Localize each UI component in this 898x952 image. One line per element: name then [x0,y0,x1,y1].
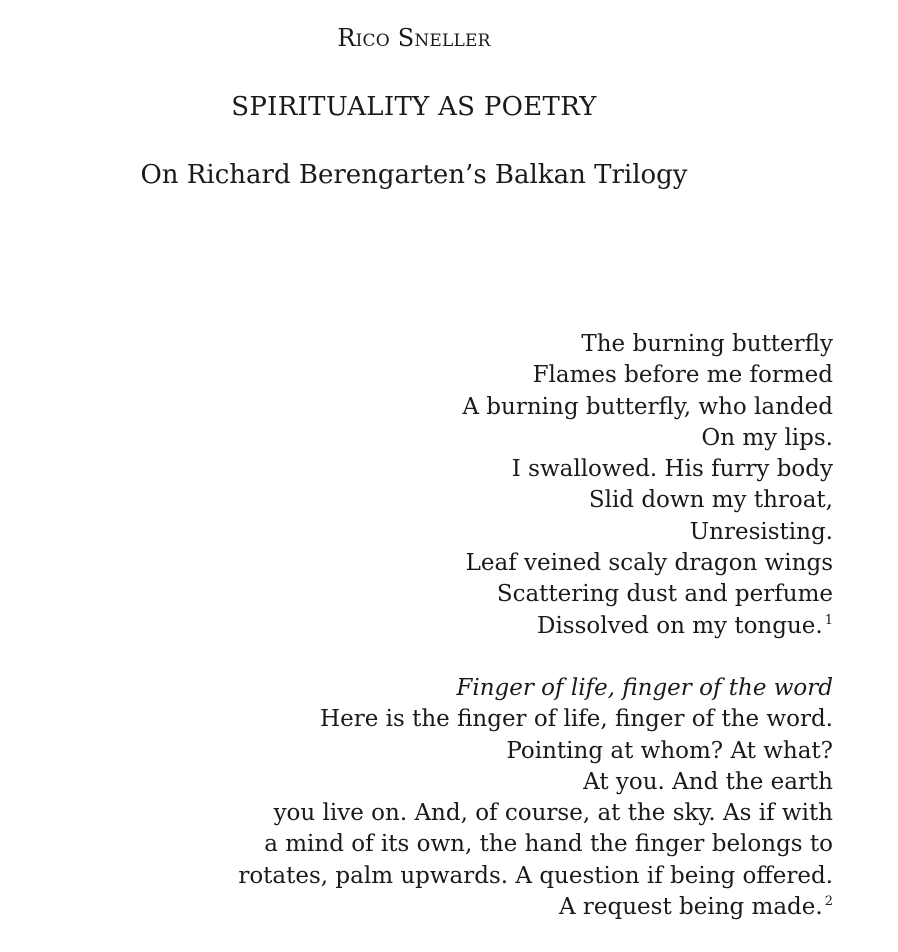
poem-line: On my lips. [701,424,833,451]
poem-line: Leaf veined scaly dragon wings [465,550,833,577]
poem-line-last [462,611,833,642]
poem-line: rotates, palm upwards. A question if being offered. [238,862,833,889]
poem-line: A burning butterfly, who landed [462,393,833,420]
poem-line: The burning butterfly [581,331,833,357]
poem-line: Here is the finger of life, finger of the word. [320,706,833,733]
poem-line-text: Dissolved on my tongue. [537,612,823,639]
author-name: Rico Sneller [337,24,491,52]
poem-title: Finger of life, finger of the word [456,675,833,701]
footnote-marker[interactable]: 2 [824,894,833,910]
poem-line-last [238,892,833,923]
poem-line: Pointing at whom? At what? [506,737,833,764]
poem-line: At you. And the earth [583,768,833,795]
footnote-marker[interactable]: 1 [824,613,833,629]
poem-line: you live on. And, of course, at the sky. As if with [273,800,833,827]
poem-line: Slid down my throat, [588,487,833,514]
poem-line: Unresisting. [689,518,833,545]
epigraph-poem-2 [238,673,833,923]
chapter-subtitle: On Richard Berengarten’s Balkan Trilogy [140,160,688,190]
poem-line: Flames before me formed [532,362,833,389]
poem-line-text: A request being made. [558,894,823,921]
poem-line: a mind of its own, the hand the finger belongs to [264,831,833,858]
poem-line: Scattering dust and perfume [496,581,833,608]
poem-line: I swallowed. His furry body [511,456,833,483]
chapter-title: SPIRITUALITY AS POETRY [231,92,597,122]
epigraph-poem-1 [462,329,833,642]
